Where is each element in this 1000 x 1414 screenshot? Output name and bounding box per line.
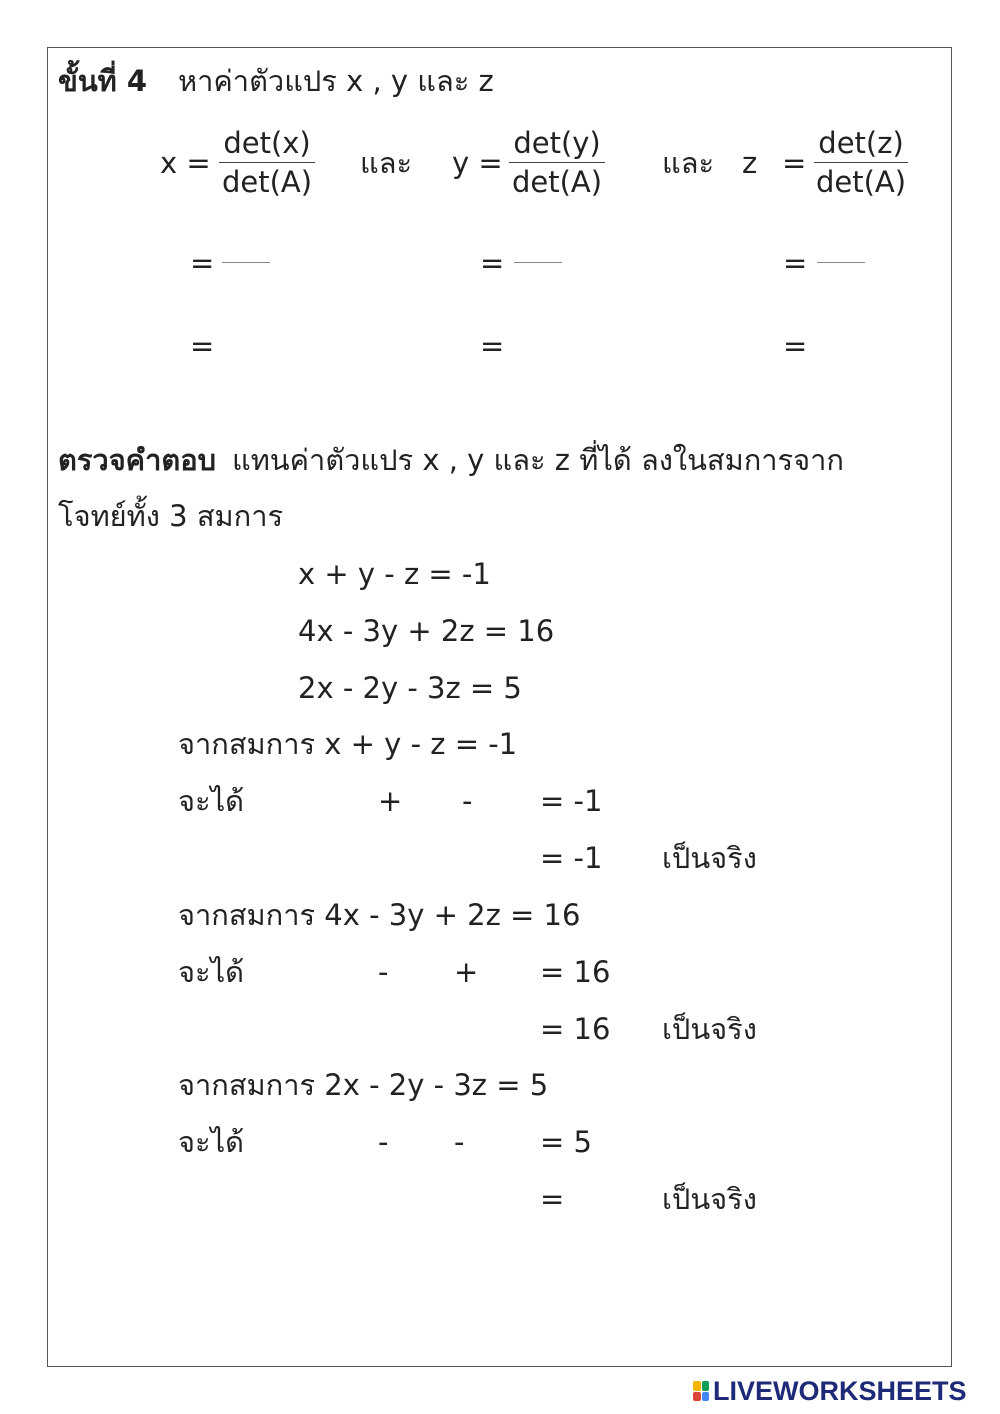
z-equals: =	[782, 146, 807, 180]
x-equals-row1: =	[190, 246, 215, 280]
check-op2-3: -	[454, 1125, 465, 1159]
check-op1-2: -	[378, 955, 389, 989]
check-op2-2: +	[454, 955, 479, 989]
check-get-2: จะได้	[178, 955, 244, 989]
logo-square-tr	[702, 1381, 710, 1391]
z-blank-fraction-input[interactable]	[817, 262, 865, 263]
check-instruction-line1: แทนค่าตัวแปร x , y และ z ที่ได้ ลงในสมการจาก	[232, 443, 844, 477]
z-var: z	[742, 146, 758, 180]
step-heading: ขั้นที่ 4	[58, 64, 148, 98]
y-lhs: y =	[452, 146, 503, 180]
check-verdict-3: เป็นจริง	[662, 1182, 757, 1216]
and-word: และ	[662, 146, 715, 180]
x-numerator: det(x)	[219, 126, 314, 163]
x-equals-row2: =	[190, 329, 215, 363]
check-get-3: จะได้	[178, 1125, 244, 1159]
and-word: และ	[360, 146, 413, 180]
step-instruction: หาค่าตัวแปร x , y และ z	[178, 64, 494, 98]
x-denominator: det(A)	[222, 165, 313, 199]
check-from-1: จากสมการ x + y - z = -1	[178, 727, 518, 761]
liveworksheets-logo	[693, 1376, 967, 1406]
check-from-3: จากสมการ 2x - 2y - 3z = 5	[178, 1068, 549, 1102]
logo-square-bl	[693, 1392, 701, 1402]
y-blank-fraction-input[interactable]	[514, 262, 562, 263]
check-op2-1: -	[462, 784, 473, 818]
y-denominator: det(A)	[512, 165, 603, 199]
y-equals-row1: =	[480, 246, 505, 280]
z-numerator: det(z)	[814, 126, 907, 163]
z-fraction	[812, 126, 910, 199]
z-equals-row1: =	[783, 246, 808, 280]
check-from-2: จากสมการ 4x - 3y + 2z = 16	[178, 898, 581, 932]
x-lhs: x =	[160, 146, 211, 180]
x-blank-fraction-input[interactable]	[222, 262, 270, 263]
z-equals-row2: =	[783, 329, 808, 363]
y-fraction	[508, 126, 606, 199]
z-denominator: det(A)	[816, 165, 907, 199]
liveworksheets-logo-icon	[693, 1381, 709, 1401]
check-rhs2-1: = -1	[540, 841, 603, 875]
check-op1-3: -	[378, 1125, 389, 1159]
check-op1-1: +	[378, 784, 403, 818]
check-get-1: จะได้	[178, 784, 244, 818]
equation-3: 2x - 2y - 3z = 5	[298, 671, 522, 705]
check-rhs1-3: = 5	[540, 1125, 592, 1159]
y-equals-row2: =	[480, 329, 505, 363]
equation-2: 4x - 3y + 2z = 16	[298, 614, 555, 648]
y-numerator: det(y)	[509, 126, 604, 163]
equation-1: x + y - z = -1	[298, 557, 491, 591]
check-heading: ตรวจคำตอบ	[58, 443, 217, 477]
check-verdict-1: เป็นจริง	[662, 841, 757, 875]
x-fraction	[218, 126, 316, 199]
check-rhs1-1: = -1	[540, 784, 603, 818]
logo-text: LIVEWORKSHEETS	[713, 1376, 967, 1406]
check-rhs1-2: = 16	[540, 955, 611, 989]
check-rhs2-2: = 16	[540, 1012, 611, 1046]
check-instruction-line2: โจทย์ทั้ง 3 สมการ	[58, 499, 284, 533]
check-verdict-2: เป็นจริง	[662, 1012, 757, 1046]
logo-square-tl	[693, 1381, 701, 1391]
check-rhs2-3: =	[540, 1182, 565, 1216]
logo-square-br	[702, 1392, 710, 1402]
